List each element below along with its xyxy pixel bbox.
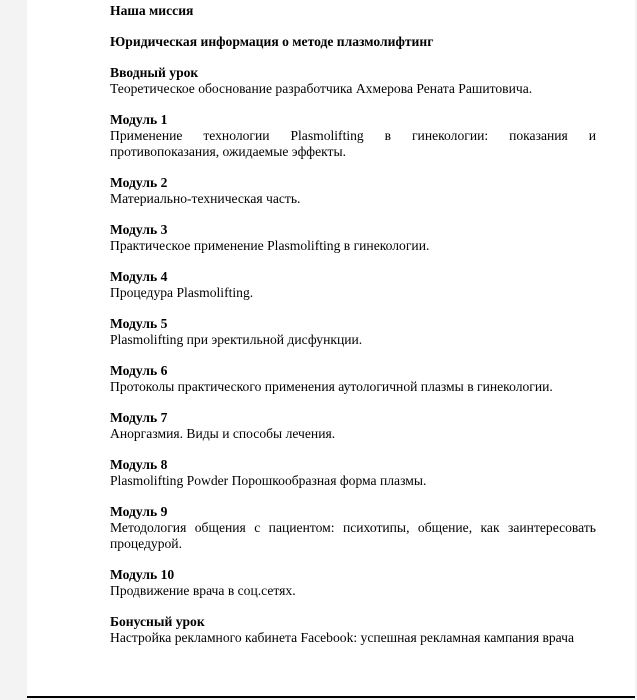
section-title: Бонусный урок (110, 614, 205, 629)
heading-mission-block (110, 3, 596, 19)
section-description: Plasmolifting Powder Порошкообразная форма плазмы. (110, 473, 427, 488)
section-module-9 (110, 504, 596, 552)
document-content (110, 3, 596, 661)
section-description: Аноргазмия. Виды и способы лечения. (110, 426, 336, 441)
section-description: Продвижение врача в соц.сетях. (110, 583, 296, 598)
section-title: Модуль 2 (110, 175, 168, 190)
section-bonus-lesson (110, 614, 596, 646)
section-module-6 (110, 363, 596, 395)
heading-legal-info: Юридическая информация о методе плазмолифтинг (110, 34, 434, 49)
section-title: Модуль 4 (110, 269, 168, 284)
section-module-4 (110, 269, 596, 301)
section-description: Настройка рекламного кабинета Facebook: успешная рекламная кампания врача (110, 630, 575, 645)
section-title: Модуль 7 (110, 410, 168, 425)
section-title: Вводный урок (110, 65, 199, 80)
heading-legal-block (110, 34, 596, 50)
section-intro-lesson (110, 65, 596, 97)
section-module-5 (110, 316, 596, 348)
section-module-8 (110, 457, 596, 489)
document-page (27, 0, 635, 698)
section-module-1 (110, 112, 596, 160)
section-title: Модуль 8 (110, 457, 168, 472)
section-description: Применение технологии Plasmolifting в гинекологии: показания и противопоказания, ожидаемые эффекты. (110, 128, 596, 159)
section-title: Модуль 9 (110, 504, 168, 519)
section-module-3 (110, 222, 596, 254)
section-description: Методология общения с пациентом: психотипы, общение, как заинтересовать процедурой. (110, 520, 596, 551)
section-title: Модуль 5 (110, 316, 168, 331)
section-title: Модуль 3 (110, 222, 168, 237)
section-module-2 (110, 175, 596, 207)
section-module-10 (110, 567, 596, 599)
section-title: Модуль 1 (110, 112, 168, 127)
section-title: Модуль 6 (110, 363, 168, 378)
section-description: Протоколы практического применения аутологичной плазмы в гинекологии. (110, 379, 553, 394)
heading-mission: Наша миссия (110, 3, 194, 18)
section-description: Теоретическое обоснование разработчика Ахмерова Рената Рашитовича. (110, 81, 533, 96)
section-description: Материально-техническая часть. (110, 191, 301, 206)
section-description: Практическое применение Plasmolifting в гинекологии. (110, 238, 430, 253)
section-description: Процедура Plasmolifting. (110, 285, 254, 300)
section-module-7 (110, 410, 596, 442)
section-description: Plasmolifting при эректильной дисфункции. (110, 332, 363, 347)
section-title: Модуль 10 (110, 567, 175, 582)
